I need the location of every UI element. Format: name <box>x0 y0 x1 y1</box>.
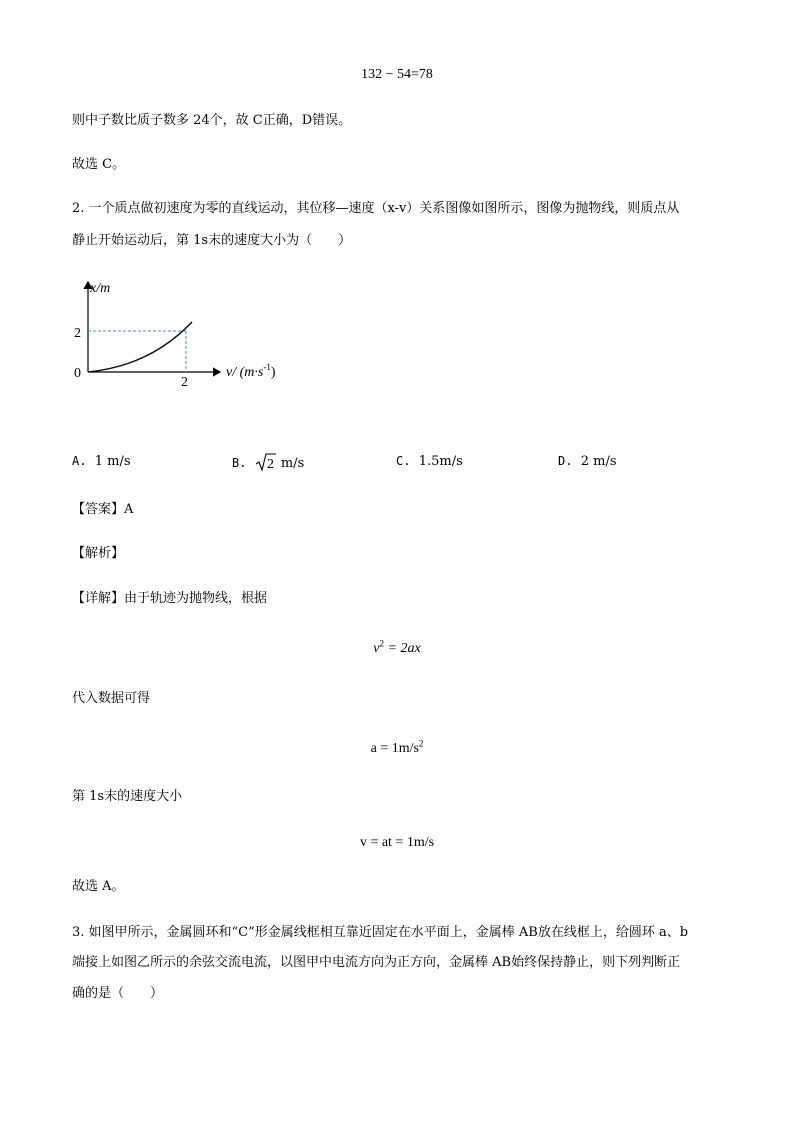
equation-velocity: v = at = 1m/s <box>359 835 435 850</box>
option-a[interactable] <box>72 452 131 471</box>
prev-equation: 132 − 54=78 <box>361 67 433 82</box>
option-d-text: 2 m/s <box>580 454 617 469</box>
option-d[interactable] <box>558 452 617 471</box>
q2-stem-line2: 静止开始运动后，第 1s末的速度大小为（ ） <box>72 233 352 248</box>
option-d-label: D. <box>558 454 573 468</box>
prev-conclusion: 则中子数比质子数多 24个，故 C正确，D错误。 <box>72 113 352 128</box>
q2-stem-line1: 2. 一个质点做初速度为零的直线运动，其位移—速度（x-v）关系图像如图所示，图像为抛物线，则质点从 <box>72 201 680 216</box>
parabola-curve <box>88 322 192 372</box>
answer-line <box>72 501 133 519</box>
q2-choice: 故选 A。 <box>72 879 125 894</box>
sqrt-symbol <box>255 452 277 472</box>
q3-stem-line2: 端接上如图乙所示的余弦交流电流，以图甲中电流方向为正方向，金属棒 AB始终保持静止，则下列判断正 <box>72 955 681 970</box>
equation-acceleration: $a = 1m/s^2$ <box>370 738 424 756</box>
svg-text:2: 2 <box>266 457 274 472</box>
option-b-label: B. <box>232 456 247 470</box>
q2-xv-graph <box>60 272 300 397</box>
answer-value: A <box>124 502 134 517</box>
option-c-text: 1.5m/s <box>418 454 463 469</box>
option-a-text: 1 m/s <box>94 454 131 469</box>
option-b[interactable] <box>232 452 304 473</box>
option-b-text: m/s <box>280 456 305 471</box>
option-a-label: A. <box>72 454 87 468</box>
substitute-text: 代入数据可得 <box>72 691 151 706</box>
y-axis-label: x/m <box>90 281 111 296</box>
x-tick-label: 2 <box>181 375 188 390</box>
analysis-tag: 【解析】 <box>72 546 125 561</box>
y-tick-label: 2 <box>74 326 81 341</box>
q3-stem-line3: 确的是（ ） <box>72 986 164 1001</box>
detail-tag: 【详解】 <box>72 591 125 606</box>
x-axis-label: v/ $(m\cdot s^{-1})$ <box>226 362 276 380</box>
prev-choice: 故选 C。 <box>72 157 126 172</box>
option-c[interactable] <box>396 452 463 471</box>
q3-stem-line1: 3. 如图甲所示，金属圆环和“C”形金属线框相互靠近固定在水平面上，金属棒 AB放在线框上，给圆环 a、b <box>72 925 689 940</box>
origin-label: 0 <box>74 366 81 381</box>
equation-v2-2ax: $v^2 = 2ax$ <box>373 638 421 656</box>
detail-line <box>72 590 267 608</box>
option-c-label: C. <box>396 454 411 468</box>
speed-text: 第 1s末的速度大小 <box>72 789 183 804</box>
answer-tag: 【答案】 <box>72 502 125 517</box>
detail-text: 由于轨迹为抛物线，根据 <box>124 591 268 606</box>
